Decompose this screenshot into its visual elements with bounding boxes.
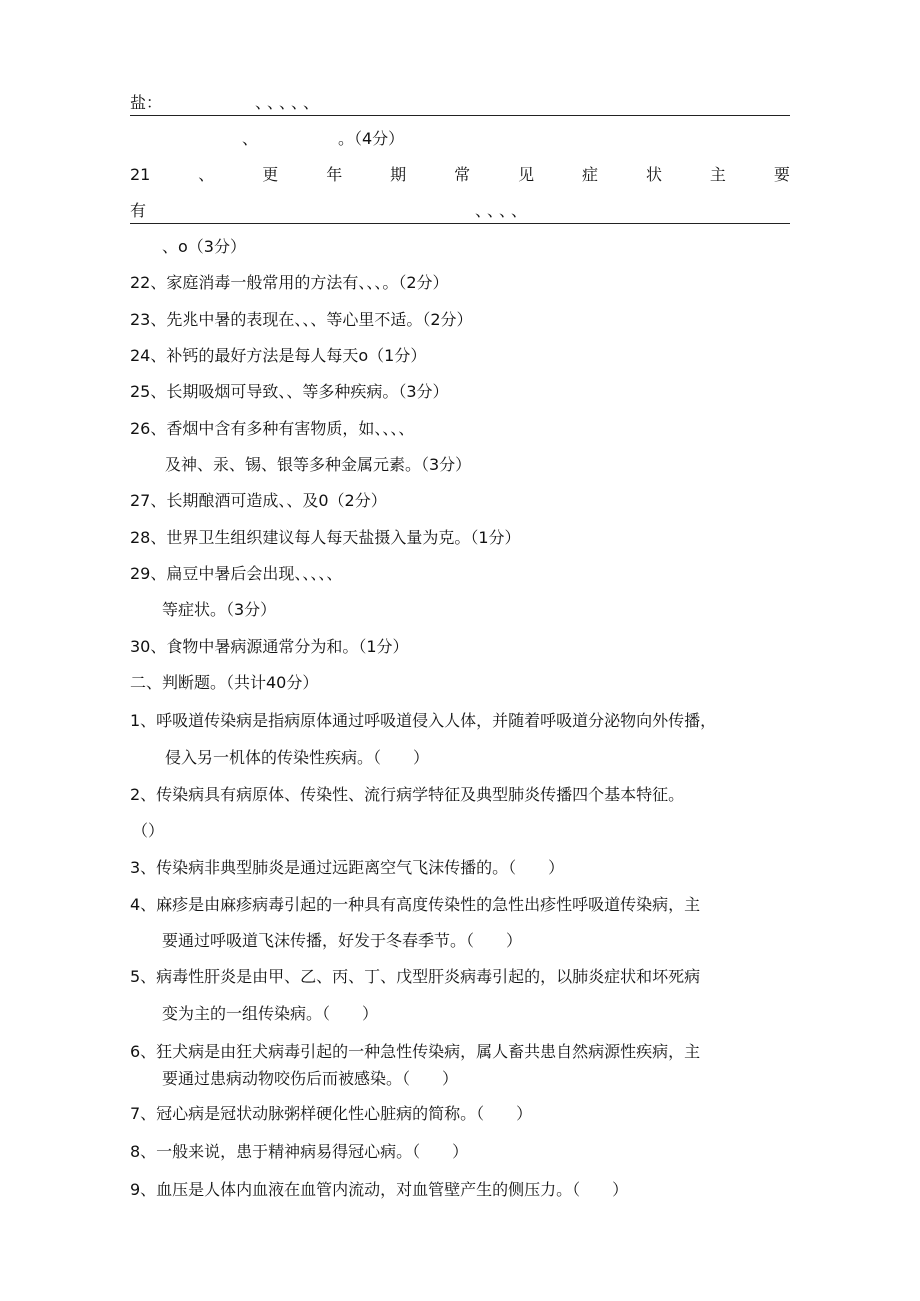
section-title: 二、判断题。（共计40分） [130,673,319,692]
q21-token: 症 [582,165,599,184]
answer-line [130,223,790,224]
q21-blanks: 、、、、 [475,201,532,220]
q21-token: 状 [645,165,662,184]
judgment-5: 5、病毒性肝炎是由甲、乙、丙、丁、戊型肝炎病毒引起的，以肺炎症状和坏死病 [130,967,701,986]
judgment-6-cont: 要通过患病动物咬伤后而被感染。（ ） [162,1069,459,1088]
question-26-cont: 及神、汞、锡、银等多种金属元素。（3分） [165,455,472,474]
q21-you: 有 [130,201,147,220]
salt-end: 。（4分） [338,129,405,148]
question-28: 28、世界卫生组织建议每人每天盐摄入量为克。（1分） [130,528,521,547]
question-29-cont: 等症状。（3分） [162,600,277,619]
judgment-4-cont: 要通过呼吸道飞沫传播，好发于冬春季节。（ ） [162,931,523,950]
q21-token: 年 [326,165,343,184]
judgment-1-cont: 侵入另一机体的传染性疾病。（ ） [165,748,430,767]
salt-label: 盐： [130,93,163,112]
judgment-3: 3、传染病非典型肺炎是通过远距离空气飞沫传播的。（ ） [130,858,565,877]
judgment-5-cont: 变为主的一组传染病。（ ） [162,1004,379,1023]
q21-line [130,164,790,186]
salt-blanks: 、、、、、 [255,93,324,112]
judgment-8: 8、一般来说，患于精神病易得冠心病。（ ） [130,1142,469,1161]
q21-token: 更 [262,165,279,184]
q21-token: 21 [130,165,151,184]
judgment-9: 9、血压是人体内血液在血管内流动，对血管壁产生的侧压力。（ ） [130,1180,629,1199]
judgment-6: 6、狂犬病是由狂犬病毒引起的一种急性传染病，属人畜共患自然病源性疾病，主 [130,1042,701,1061]
q21-token: 要 [773,165,790,184]
question-23: 23、先兆中暑的表现在、、、等心里不适。（2分） [130,310,473,329]
judgment-1: 1、呼吸道传染病是指病原体通过呼吸道侵入人体，并随着呼吸道分泌物向外传播， [130,711,717,730]
question-26: 26、香烟中含有多种有害物质，如、、、、 [130,419,415,438]
question-22: 22、家庭消毒一般常用的方法有、、、。（2分） [130,273,449,292]
question-29: 29、扁豆中暑后会出现、、、、、 [130,564,343,583]
judgment-4: 4、麻疹是由麻疹病毒引起的一种具有高度传染性的急性出疹性呼吸道传染病，主 [130,895,701,914]
salt-end-comma: 、 [242,129,259,148]
question-30: 30、食物中暑病源通常分为和。（1分） [130,637,409,656]
question-25: 25、长期吸烟可导致、、等多种疾病。（3分） [130,382,449,401]
question-27: 27、长期酿酒可造成、、及0（2分） [130,491,387,510]
q21-token: 见 [518,165,535,184]
q21-token: 常 [454,165,471,184]
question-24: 24、补钙的最好方法是每人每天o（1分） [130,346,427,365]
q21-token: 、 [198,165,215,184]
q21-token: 期 [390,165,407,184]
judgment-2: 2、传染病具有病原体、传染性、流行病学特征及典型肺炎传播四个基本特征。 [130,785,685,804]
q21-end: 、o（3分） [162,237,246,256]
judgment-2-cont: （） [132,821,165,840]
judgment-7: 7、冠心病是冠状动脉粥样硬化性心脏病的简称。（ ） [130,1104,533,1123]
q21-token: 主 [709,165,726,184]
answer-line [130,115,790,116]
